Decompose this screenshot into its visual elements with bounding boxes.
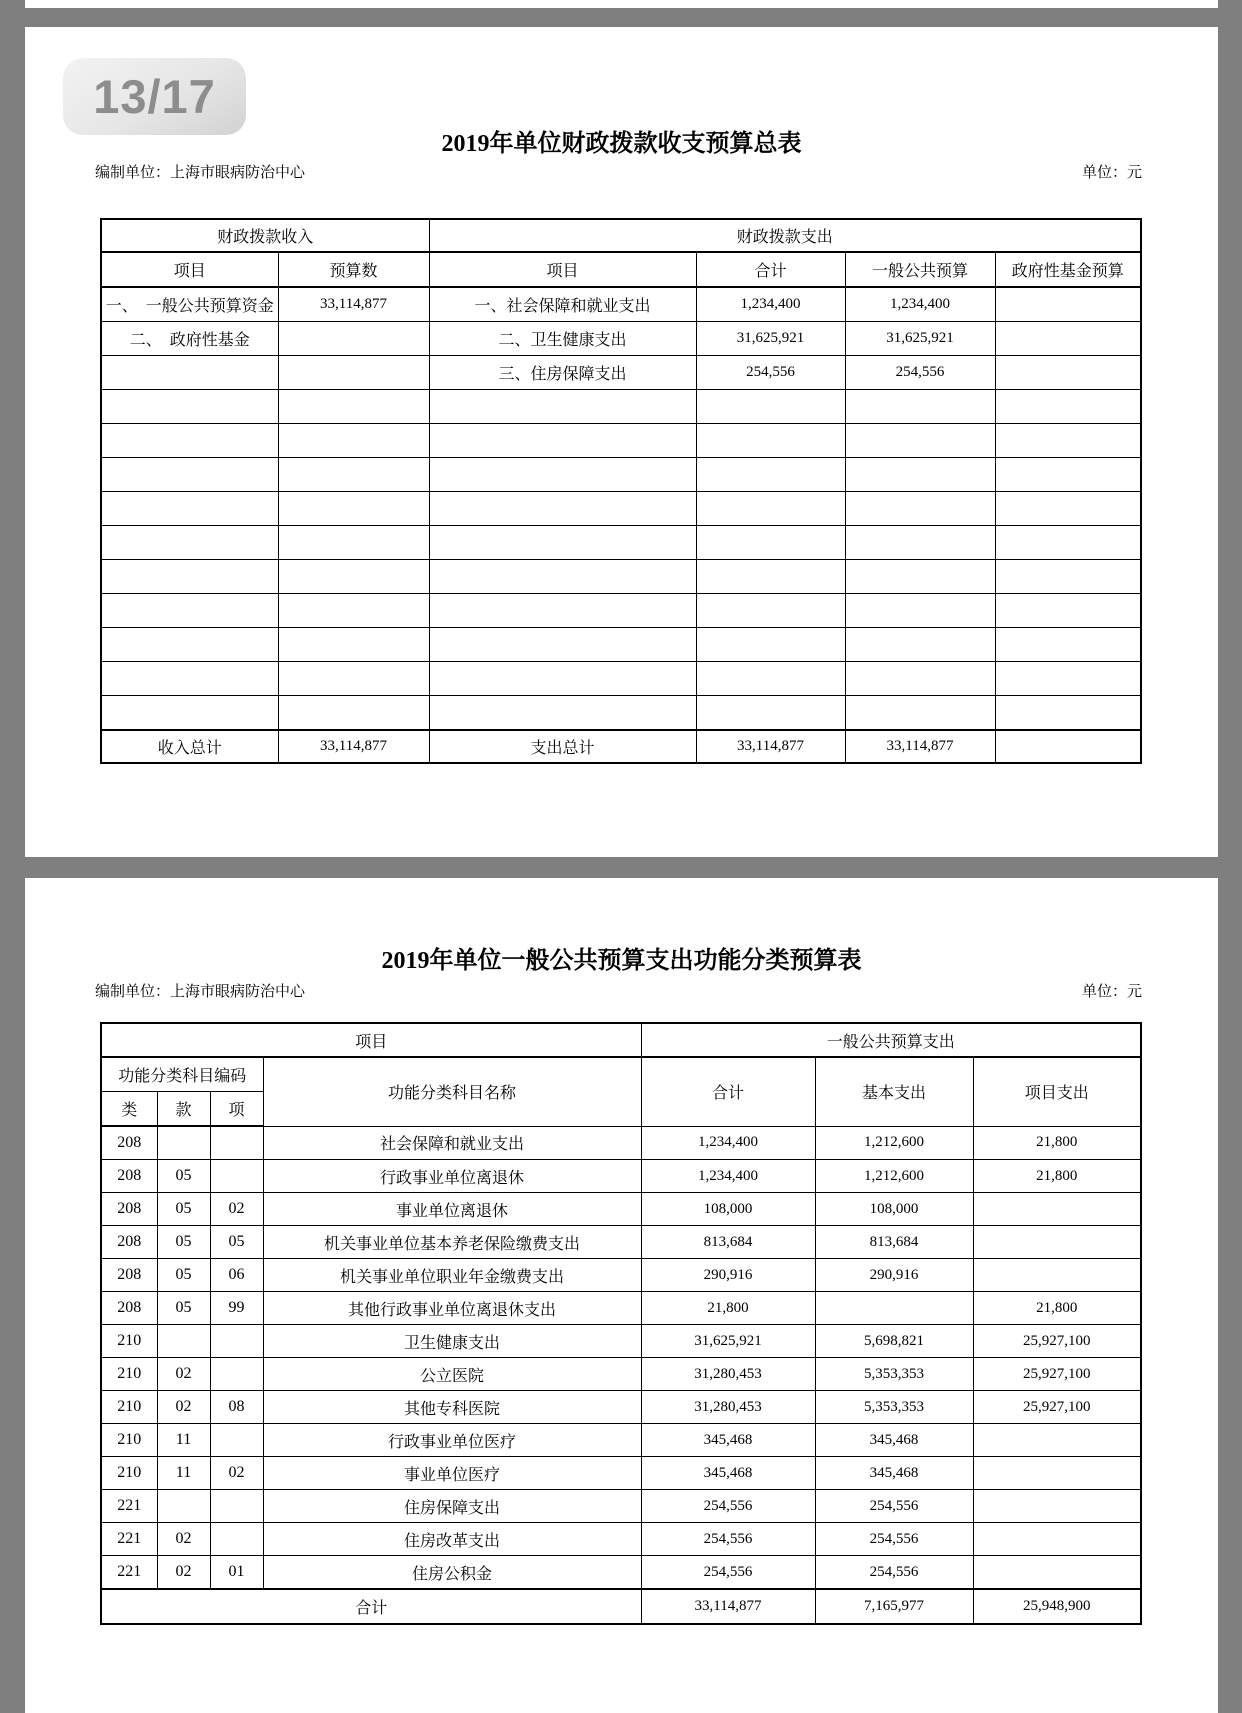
- table-cell: 108,000: [815, 1193, 973, 1226]
- table-cell: 事业单位离退休: [263, 1193, 641, 1226]
- table2-basic-column-header: 基本支出: [815, 1057, 973, 1126]
- total-value: 25,948,900: [973, 1589, 1141, 1624]
- table-cell: [995, 662, 1141, 696]
- table2-class-header: 类: [101, 1092, 157, 1127]
- table-cell: [101, 390, 278, 424]
- table2-row: [101, 1292, 1141, 1325]
- table2-row: [101, 1424, 1141, 1457]
- table2-row: [101, 1193, 1141, 1226]
- table-cell: [210, 1160, 263, 1193]
- table1-row: [101, 628, 1141, 662]
- page1-title: 2019年单位财政拨款收支预算总表: [441, 131, 802, 157]
- page2-meta-row: [95, 980, 1142, 1001]
- table-cell: [101, 526, 278, 560]
- table-cell: 行政事业单位离退休: [263, 1160, 641, 1193]
- table2-row: [101, 1226, 1141, 1259]
- table2-group-header-row: [101, 1023, 1141, 1057]
- table-cell: [101, 628, 278, 662]
- table-cell: [101, 560, 278, 594]
- table-cell: 5,698,821: [815, 1325, 973, 1358]
- table-cell: 08: [210, 1391, 263, 1424]
- page1-unit-note: 单位：元: [1081, 165, 1142, 181]
- table-cell: [995, 390, 1141, 424]
- table-cell: [157, 1490, 210, 1523]
- table-cell: [696, 424, 845, 458]
- table-cell: [995, 424, 1141, 458]
- table-cell: 345,468: [815, 1457, 973, 1490]
- table-cell: 其他行政事业单位离退休支出: [263, 1292, 641, 1325]
- table-cell: [157, 1325, 210, 1358]
- page-indicator-badge: 13/17: [63, 58, 246, 135]
- table-cell: [429, 560, 696, 594]
- table-cell: [995, 628, 1141, 662]
- column-header: 项目: [429, 252, 696, 287]
- table-cell: [278, 390, 429, 424]
- table-cell: [995, 458, 1141, 492]
- table1-row: [101, 356, 1141, 390]
- table1-row: [101, 594, 1141, 628]
- table-cell: 住房保障支出: [263, 1490, 641, 1523]
- document-page-14: [25, 878, 1218, 1713]
- table1-row: [101, 526, 1141, 560]
- table-cell: 210: [101, 1358, 157, 1391]
- table-cell: [995, 356, 1141, 390]
- table-cell: 01: [210, 1556, 263, 1590]
- table-cell: 1,234,400: [641, 1126, 815, 1160]
- table-cell: 06: [210, 1259, 263, 1292]
- table-cell: 二、卫生健康支出: [429, 322, 696, 356]
- table2-items-group-header: 项目: [101, 1023, 641, 1057]
- table-cell: [845, 628, 995, 662]
- table-cell: [278, 662, 429, 696]
- table-cell: 行政事业单位医疗: [263, 1424, 641, 1457]
- table2-subheader-row: [101, 1057, 1141, 1092]
- column-header: 合计: [696, 252, 845, 287]
- table-cell: [278, 560, 429, 594]
- table-cell: [696, 696, 845, 731]
- table-cell: 11: [157, 1424, 210, 1457]
- table-cell: [429, 526, 696, 560]
- table-cell: [210, 1126, 263, 1160]
- page2-title: 2019年单位一般公共预算支出功能分类预算表: [381, 948, 862, 974]
- table-cell: 住房公积金: [263, 1556, 641, 1590]
- table-cell: 208: [101, 1126, 157, 1160]
- document-page-13: [25, 27, 1218, 857]
- table1-row: [101, 696, 1141, 731]
- total-cell: 33,114,877: [845, 730, 995, 763]
- table-cell: 机关事业单位基本养老保险缴费支出: [263, 1226, 641, 1259]
- table-cell: [995, 287, 1141, 322]
- table-cell: 33,114,877: [278, 287, 429, 322]
- table-cell: [429, 696, 696, 731]
- table1-total-row: [101, 730, 1141, 763]
- table-cell: 社会保障和就业支出: [263, 1126, 641, 1160]
- table-cell: [973, 1193, 1141, 1226]
- table1-row: [101, 287, 1141, 322]
- table-cell: [210, 1358, 263, 1391]
- table-cell: 一、 一般公共预算资金: [101, 287, 278, 322]
- table-cell: [101, 424, 278, 458]
- table-cell: [995, 594, 1141, 628]
- table-cell: [696, 526, 845, 560]
- column-header: 一般公共预算: [845, 252, 995, 287]
- table2-row: [101, 1490, 1141, 1523]
- table-cell: 卫生健康支出: [263, 1325, 641, 1358]
- table1-row: [101, 322, 1141, 356]
- table-cell: 31,625,921: [696, 322, 845, 356]
- table-cell: 345,468: [641, 1424, 815, 1457]
- table-cell: [973, 1523, 1141, 1556]
- table-cell: [845, 594, 995, 628]
- table1-row: [101, 662, 1141, 696]
- table-cell: [995, 560, 1141, 594]
- table-cell: [278, 458, 429, 492]
- table-cell: 210: [101, 1424, 157, 1457]
- table-cell: 208: [101, 1292, 157, 1325]
- table-cell: [101, 662, 278, 696]
- table-cell: [696, 594, 845, 628]
- total-value: 7,165,977: [815, 1589, 973, 1624]
- column-header: 政府性基金预算: [995, 252, 1141, 287]
- table-cell: [101, 492, 278, 526]
- page1-prepared-by: 编制单位：上海市眼病防治中心: [95, 165, 306, 181]
- table-cell: [845, 458, 995, 492]
- total-cell: 33,114,877: [696, 730, 845, 763]
- table-cell: 05: [157, 1259, 210, 1292]
- table-cell: 公立医院: [263, 1358, 641, 1391]
- table-cell: 25,927,100: [973, 1325, 1141, 1358]
- table-cell: [845, 662, 995, 696]
- table-cell: [696, 662, 845, 696]
- page2-unit-note: 单位：元: [1081, 984, 1142, 1000]
- table-cell: 31,625,921: [641, 1325, 815, 1358]
- table-cell: 一、社会保障和就业支出: [429, 287, 696, 322]
- table-cell: [973, 1556, 1141, 1590]
- table-cell: 254,556: [815, 1523, 973, 1556]
- table-cell: 813,684: [641, 1226, 815, 1259]
- total-cell: 支出总计: [429, 730, 696, 763]
- table-cell: 1,212,600: [815, 1126, 973, 1160]
- table-cell: 机关事业单位职业年金缴费支出: [263, 1259, 641, 1292]
- table-cell: [429, 424, 696, 458]
- table1-row: [101, 424, 1141, 458]
- table2-name-column-header: 功能分类科目名称: [263, 1057, 641, 1126]
- table-cell: 31,625,921: [845, 322, 995, 356]
- table1-expenditure-group-header: 财政拨款支出: [429, 219, 1141, 252]
- table-cell: 5,353,353: [815, 1358, 973, 1391]
- table-cell: 5,353,353: [815, 1391, 973, 1424]
- table2-row: [101, 1556, 1141, 1590]
- table1-group-header-row: [101, 219, 1141, 252]
- table1-row: [101, 560, 1141, 594]
- table-cell: 1,234,400: [696, 287, 845, 322]
- previous-page-bottom-edge: [25, 0, 1218, 8]
- table-cell: 31,280,453: [641, 1391, 815, 1424]
- table-cell: [278, 628, 429, 662]
- table-cell: [278, 594, 429, 628]
- table-cell: [101, 458, 278, 492]
- table-cell: [973, 1226, 1141, 1259]
- table-cell: [845, 696, 995, 731]
- table-cell: [429, 492, 696, 526]
- table-cell: [101, 594, 278, 628]
- table-cell: 208: [101, 1259, 157, 1292]
- table-cell: [210, 1325, 263, 1358]
- table-cell: 221: [101, 1556, 157, 1590]
- table-cell: [845, 424, 995, 458]
- table-cell: [696, 390, 845, 424]
- table-cell: 21,800: [973, 1126, 1141, 1160]
- table-cell: 290,916: [641, 1259, 815, 1292]
- table-cell: [210, 1424, 263, 1457]
- table-cell: [696, 628, 845, 662]
- table-cell: 210: [101, 1457, 157, 1490]
- table-cell: 210: [101, 1391, 157, 1424]
- table-cell: [696, 560, 845, 594]
- table2-row: [101, 1358, 1141, 1391]
- table-cell: [278, 424, 429, 458]
- table2-row: [101, 1457, 1141, 1490]
- table1-row: [101, 492, 1141, 526]
- table-cell: 254,556: [815, 1556, 973, 1590]
- table-cell: 345,468: [815, 1424, 973, 1457]
- total-cell: 收入总计: [101, 730, 278, 763]
- table2-row: [101, 1325, 1141, 1358]
- table-cell: 208: [101, 1226, 157, 1259]
- table-cell: [429, 390, 696, 424]
- table2-total-column-header: 合计: [641, 1057, 815, 1126]
- table-cell: 02: [157, 1358, 210, 1391]
- table1-row: [101, 390, 1141, 424]
- table-cell: 99: [210, 1292, 263, 1325]
- table1-row: [101, 458, 1141, 492]
- total-value: 33,114,877: [641, 1589, 815, 1624]
- table-cell: [696, 458, 845, 492]
- table-cell: 21,800: [641, 1292, 815, 1325]
- column-header: 预算数: [278, 252, 429, 287]
- table-cell: [845, 492, 995, 526]
- table-cell: [278, 322, 429, 356]
- functional-classification-budget-table: [100, 1022, 1142, 1625]
- table-cell: [278, 356, 429, 390]
- table-cell: [973, 1259, 1141, 1292]
- table-cell: 21,800: [973, 1160, 1141, 1193]
- table2-code-group-header: 功能分类科目编码: [101, 1057, 263, 1092]
- table-cell: [429, 594, 696, 628]
- table-cell: 254,556: [641, 1490, 815, 1523]
- table-cell: 221: [101, 1523, 157, 1556]
- table2-section-header: 款: [157, 1092, 210, 1127]
- table-cell: 210: [101, 1325, 157, 1358]
- table-cell: 208: [101, 1160, 157, 1193]
- table-cell: 221: [101, 1490, 157, 1523]
- table-cell: 02: [210, 1457, 263, 1490]
- table-cell: [429, 662, 696, 696]
- table-cell: 21,800: [973, 1292, 1141, 1325]
- table-cell: 208: [101, 1193, 157, 1226]
- total-cell: 33,114,877: [278, 730, 429, 763]
- table-cell: [845, 390, 995, 424]
- table2-row: [101, 1259, 1141, 1292]
- table-cell: [278, 696, 429, 731]
- table-cell: 254,556: [641, 1556, 815, 1590]
- table-cell: [101, 356, 278, 390]
- table-cell: 05: [157, 1193, 210, 1226]
- table-cell: 345,468: [641, 1457, 815, 1490]
- table-cell: 其他专科医院: [263, 1391, 641, 1424]
- table-cell: 05: [157, 1292, 210, 1325]
- table-cell: [815, 1292, 973, 1325]
- table-cell: 02: [157, 1391, 210, 1424]
- table2-row: [101, 1126, 1141, 1160]
- table1-column-header-row: [101, 252, 1141, 287]
- page1-meta-row: [95, 161, 1142, 182]
- fiscal-appropriation-summary-table: [100, 218, 1142, 764]
- table-cell: 25,927,100: [973, 1391, 1141, 1424]
- table-cell: [845, 526, 995, 560]
- table-cell: 02: [157, 1523, 210, 1556]
- table2-row: [101, 1391, 1141, 1424]
- table2-row: [101, 1523, 1141, 1556]
- table-cell: 31,280,453: [641, 1358, 815, 1391]
- table-cell: 1,212,600: [815, 1160, 973, 1193]
- table-cell: 813,684: [815, 1226, 973, 1259]
- table-cell: [995, 696, 1141, 731]
- table2-total-row: [101, 1589, 1141, 1624]
- table-cell: [210, 1523, 263, 1556]
- table2-budget-group-header: 一般公共预算支出: [641, 1023, 1141, 1057]
- table-cell: 住房改革支出: [263, 1523, 641, 1556]
- table-cell: 254,556: [815, 1490, 973, 1523]
- table-cell: 1,234,400: [641, 1160, 815, 1193]
- table-cell: 25,927,100: [973, 1358, 1141, 1391]
- table-cell: [973, 1424, 1141, 1457]
- table-cell: [429, 628, 696, 662]
- table-cell: 05: [157, 1226, 210, 1259]
- table-cell: 11: [157, 1457, 210, 1490]
- total-cell: [995, 730, 1141, 763]
- table-cell: 05: [157, 1160, 210, 1193]
- table-cell: 1,234,400: [845, 287, 995, 322]
- table-cell: [429, 458, 696, 492]
- table-cell: 108,000: [641, 1193, 815, 1226]
- table-cell: [157, 1126, 210, 1160]
- table-cell: [995, 322, 1141, 356]
- table-cell: [845, 560, 995, 594]
- table-cell: [995, 526, 1141, 560]
- table-cell: 二、 政府性基金: [101, 322, 278, 356]
- table-cell: [973, 1457, 1141, 1490]
- column-header: 项目: [101, 252, 278, 287]
- table-cell: [995, 492, 1141, 526]
- page2-prepared-by: 编制单位：上海市眼病防治中心: [95, 984, 306, 1000]
- table-cell: 254,556: [696, 356, 845, 390]
- table-cell: [696, 492, 845, 526]
- table-cell: 事业单位医疗: [263, 1457, 641, 1490]
- table-cell: [278, 526, 429, 560]
- table2-row: [101, 1160, 1141, 1193]
- table-cell: 05: [210, 1226, 263, 1259]
- table1-income-group-header: 财政拨款收入: [101, 219, 429, 252]
- table-cell: 三、住房保障支出: [429, 356, 696, 390]
- table2-project-column-header: 项目支出: [973, 1057, 1141, 1126]
- table2-item-header: 项: [210, 1092, 263, 1127]
- total-label: 合计: [101, 1589, 641, 1624]
- table-cell: 254,556: [845, 356, 995, 390]
- table-cell: 02: [157, 1556, 210, 1590]
- table-cell: 290,916: [815, 1259, 973, 1292]
- table-cell: [101, 696, 278, 731]
- table-cell: [278, 492, 429, 526]
- table-cell: 02: [210, 1193, 263, 1226]
- table-cell: [973, 1490, 1141, 1523]
- table-cell: [210, 1490, 263, 1523]
- table-cell: 254,556: [641, 1523, 815, 1556]
